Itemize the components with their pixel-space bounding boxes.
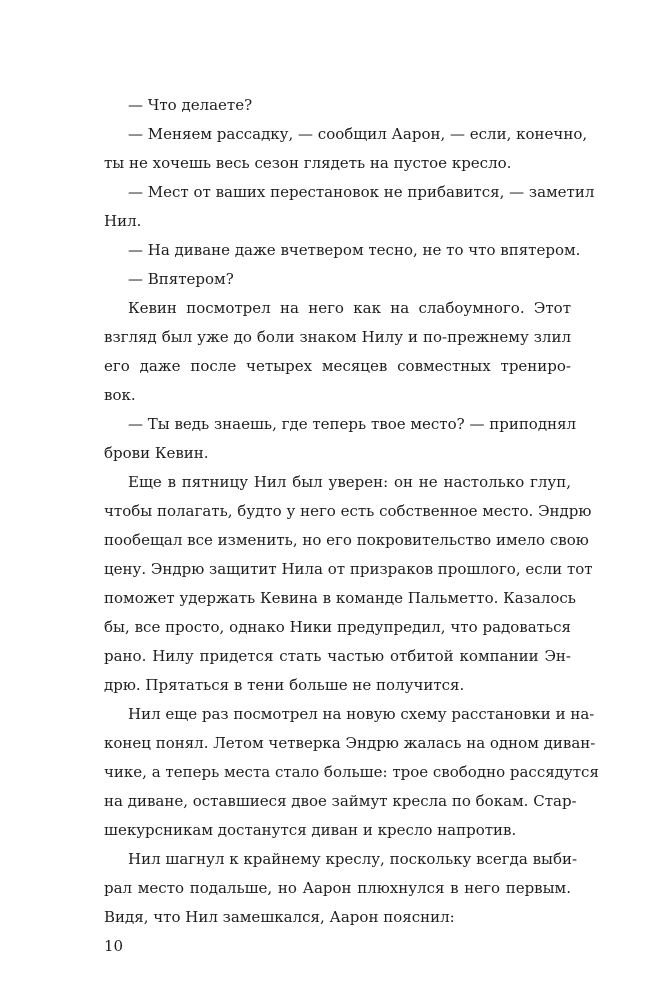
text-line: — Впятером? bbox=[128, 270, 234, 288]
text-line: конец понял. Летом четверка Эндрю жалась на одном диван- bbox=[104, 734, 596, 752]
text-line: Видя, что Нил замешкался, Аарон пояснил: bbox=[104, 908, 455, 926]
text-line: ты не хочешь весь сезон глядеть на пустое кресло. bbox=[104, 154, 512, 172]
text-line: Нил еще раз посмотрел на новую схему расстановки и на- bbox=[128, 705, 595, 723]
text-line: — Мест от ваших перестановок не прибавится, — заметил bbox=[128, 183, 595, 201]
text-line: вок. bbox=[104, 386, 136, 404]
text-line: его даже после четырех месяцев совместных трениро- bbox=[104, 357, 571, 375]
text-line: поможет удержать Кевина в команде Пальметто. Казалось bbox=[104, 589, 576, 607]
page-number: 10 bbox=[104, 937, 124, 955]
text-line: пообещал все изменить, но его покровительство имело свою bbox=[104, 531, 589, 549]
text-line: чтобы полагать, будто у него есть собственное место. Эндрю bbox=[104, 502, 592, 520]
text-line: — Ты ведь знаешь, где теперь твое место? — приподнял bbox=[128, 415, 577, 433]
text-line: рано. Нилу придется стать частью отбитой компании Эн- bbox=[104, 647, 571, 665]
text-line: чике, а теперь места стало больше: трое свободно рассядутся bbox=[104, 763, 599, 781]
text-line: цену. Эндрю защитит Нила от призраков прошлого, если тот bbox=[104, 560, 593, 578]
text-line: шекурсникам достанутся диван и кресло напротив. bbox=[104, 821, 517, 839]
text-line: — Что делаете? bbox=[128, 96, 253, 114]
text-line: на диване, оставшиеся двое займут кресла по бокам. Стар- bbox=[104, 792, 577, 810]
text-line: Нил. bbox=[104, 212, 142, 230]
text-line: брови Кевин. bbox=[104, 444, 209, 462]
text-line: рал место подальше, но Аарон плюхнулся в него первым. bbox=[104, 879, 571, 897]
text-line: взгляд был уже до боли знаком Нилу и по-прежнему злил bbox=[104, 328, 571, 346]
text-line: бы, все просто, однако Ники предупредил, что радоваться bbox=[104, 618, 571, 636]
text-line: Кевин посмотрел на него как на слабоумного. Этот bbox=[128, 299, 571, 317]
text-line: Нил шагнул к крайнему креслу, поскольку всегда выби- bbox=[128, 850, 578, 868]
text-line: дрю. Прятаться в тени больше не получится. bbox=[104, 676, 465, 694]
text-line: Еще в пятницу Нил был уверен: он не настолько глуп, bbox=[128, 473, 571, 491]
text-line: — Меняем рассадку, — сообщил Аарон, — если, конечно, bbox=[128, 125, 588, 143]
text-line: — На диване даже вчетвером тесно, не то что впятером. bbox=[128, 241, 581, 259]
